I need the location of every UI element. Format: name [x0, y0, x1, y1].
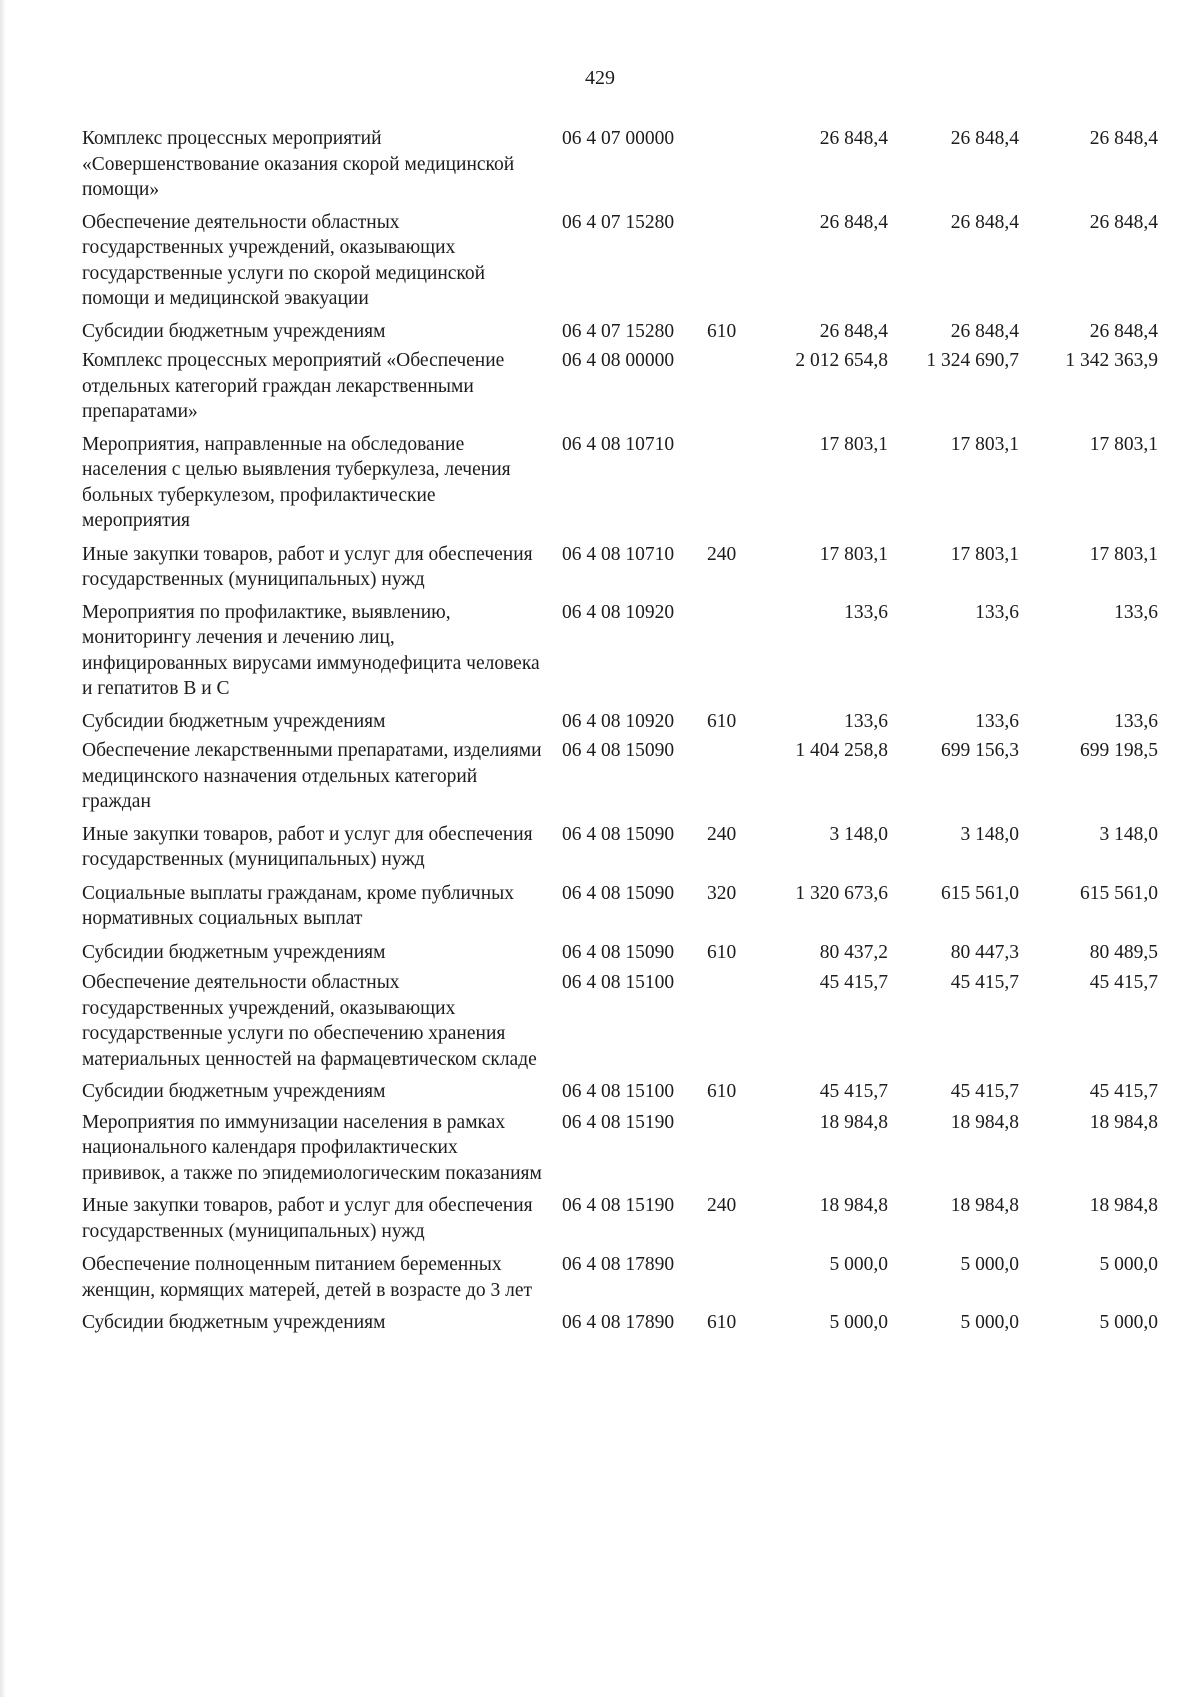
- table-row: [0, 738, 1200, 822]
- row-name: Мероприятия по профилактике, выявлению, мониторингу лечения и лечению лиц, инфицированных вирусами иммунодефицита человека и гепатитов В и С: [82, 601, 540, 699]
- row-amount-year-2: 45 415,7: [950, 972, 1019, 993]
- row-name: Обеспечение деятельности областных государственных учреждений, оказывающих государственные услуги по скорой медицинской помощи и медицинской эвакуации: [82, 211, 486, 309]
- row-amount-year-2: 45 415,7: [950, 1081, 1019, 1102]
- table-row: [0, 1310, 1200, 1342]
- row-amount-year-3: 3 148,0: [1099, 823, 1158, 845]
- row-target-code: 06 4 07 15280: [562, 320, 675, 342]
- table-row: [0, 319, 1200, 349]
- row-amount-year-3: 5 000,0: [1099, 1254, 1158, 1275]
- row-name: Субсидии бюджетным учреждениям: [82, 1081, 386, 1102]
- row-target-code: 06 4 08 10710: [562, 433, 675, 455]
- row-amount-year-3: 5 000,0: [1099, 1312, 1158, 1333]
- row-amount-year-3: 699 198,5: [1080, 740, 1158, 761]
- row-amount-year-2: 80 447,3: [950, 941, 1019, 963]
- table-row: [0, 210, 1200, 319]
- row-name: Комплекс процессных мероприятий «Обеспечение отдельных категорий граждан лекарственными препаратами»: [82, 350, 505, 422]
- row-amount-year-1: 26 848,4: [819, 320, 888, 342]
- row-amount-year-2: 1 324 690,7: [926, 350, 1019, 371]
- row-target-code: 06 4 08 17890: [562, 1254, 675, 1275]
- row-amount-year-3: 18 984,8: [1089, 1111, 1158, 1133]
- row-name: Иные закупки товаров, работ и услуг для обеспечения государственных (муниципальных) нужд: [82, 543, 533, 590]
- table-row: [0, 1252, 1200, 1310]
- row-name: Иные закупки товаров, работ и услуг для обеспечения государственных (муниципальных) нужд: [82, 823, 533, 870]
- row-amount-year-3: 1 342 363,9: [1065, 350, 1158, 371]
- row-amount-year-1: 45 415,7: [819, 972, 888, 993]
- row-amount-year-3: 17 803,1: [1089, 543, 1158, 565]
- row-amount-year-2: 18 984,8: [950, 1111, 1019, 1133]
- row-name: Обеспечение лекарственными препаратами, изделиями медицинского назначения отдельных категорий граждан: [82, 740, 542, 812]
- row-target-code: 06 4 08 10920: [562, 601, 675, 623]
- row-amount-year-3: 80 489,5: [1089, 941, 1158, 963]
- row-name: Комплекс процессных мероприятий «Совершенствование оказания скорой медицинской помощи»: [82, 128, 515, 200]
- row-name: Мероприятия по иммунизации населения в рамках национального календаря профилактических прививок, а также по эпидемиологическим показаниям: [82, 1111, 542, 1184]
- table-row: [0, 1079, 1200, 1110]
- row-expense-type: 320: [707, 882, 737, 904]
- row-amount-year-1: 2 012 654,8: [795, 350, 888, 371]
- row-expense-type: 240: [707, 1195, 737, 1216]
- row-amount-year-1: 5 000,0: [829, 1254, 888, 1275]
- row-amount-year-2: 18 984,8: [950, 1195, 1019, 1216]
- row-amount-year-2: 26 848,4: [950, 320, 1019, 342]
- row-amount-year-3: 26 848,4: [1089, 128, 1158, 149]
- row-name: Субсидии бюджетным учреждениям: [82, 710, 386, 732]
- row-amount-year-2: 5 000,0: [960, 1312, 1019, 1333]
- row-amount-year-3: 133,6: [1114, 601, 1158, 623]
- row-name: Обеспечение деятельности областных государственных учреждений, оказывающих государственные услуги по обеспечению хранения материальных ценностей на фармацевтическом складе: [82, 972, 537, 1070]
- row-amount-year-1: 80 437,2: [819, 941, 888, 963]
- row-amount-year-2: 133,6: [975, 710, 1019, 732]
- table-row: [0, 542, 1200, 600]
- row-target-code: 06 4 08 15090: [562, 882, 675, 904]
- budget-table: [0, 126, 1200, 1342]
- row-amount-year-1: 18 984,8: [819, 1195, 888, 1216]
- row-target-code: 06 4 08 15190: [562, 1195, 675, 1216]
- table-row: [0, 822, 1200, 881]
- row-amount-year-3: 45 415,7: [1089, 972, 1158, 993]
- row-amount-year-1: 26 848,4: [819, 128, 888, 149]
- table-row: [0, 432, 1200, 542]
- row-amount-year-2: 26 848,4: [950, 211, 1019, 233]
- table-row: [0, 881, 1200, 940]
- row-target-code: 06 4 08 10710: [562, 543, 675, 565]
- row-target-code: 06 4 08 17890: [562, 1312, 675, 1333]
- row-amount-year-3: 26 848,4: [1089, 320, 1158, 342]
- row-name: Обеспечение полноценным питанием беременных женщин, кормящих матерей, детей в возрасте до 3 лет: [82, 1254, 533, 1301]
- row-expense-type: 610: [707, 320, 737, 342]
- row-name: Иные закупки товаров, работ и услуг для обеспечения государственных (муниципальных) нужд: [82, 1195, 533, 1242]
- table-row: [0, 1193, 1200, 1252]
- row-target-code: 06 4 08 15100: [562, 972, 675, 993]
- row-amount-year-1: 1 320 673,6: [795, 882, 888, 904]
- row-amount-year-1: 5 000,0: [829, 1312, 888, 1333]
- row-target-code: 06 4 08 15090: [562, 740, 675, 761]
- table-row: [0, 600, 1200, 709]
- row-amount-year-3: 45 415,7: [1089, 1081, 1158, 1102]
- table-row: [0, 348, 1200, 432]
- row-amount-year-3: 26 848,4: [1089, 211, 1158, 233]
- row-expense-type: 240: [707, 823, 737, 845]
- row-amount-year-2: 26 848,4: [950, 128, 1019, 149]
- row-amount-year-2: 17 803,1: [950, 433, 1019, 455]
- row-amount-year-3: 133,6: [1114, 710, 1158, 732]
- row-expense-type: 610: [707, 941, 737, 963]
- row-amount-year-1: 18 984,8: [819, 1111, 888, 1133]
- row-target-code: 06 4 07 00000: [562, 128, 675, 149]
- row-amount-year-1: 133,6: [844, 601, 888, 623]
- row-amount-year-3: 18 984,8: [1089, 1195, 1158, 1216]
- table-row: [0, 709, 1200, 739]
- table-row: [0, 970, 1200, 1079]
- row-target-code: 06 4 07 15280: [562, 211, 675, 233]
- row-expense-type: 610: [707, 710, 737, 732]
- row-amount-year-1: 17 803,1: [819, 543, 888, 565]
- row-target-code: 06 4 08 15090: [562, 941, 675, 963]
- row-expense-type: 610: [707, 1081, 737, 1102]
- row-amount-year-1: 1 404 258,8: [795, 740, 888, 761]
- row-amount-year-2: 17 803,1: [950, 543, 1019, 565]
- row-amount-year-1: 26 848,4: [819, 211, 888, 233]
- row-name: Субсидии бюджетным учреждениям: [82, 941, 386, 963]
- row-amount-year-1: 133,6: [844, 710, 888, 732]
- row-target-code: 06 4 08 15190: [562, 1111, 675, 1133]
- row-amount-year-3: 17 803,1: [1089, 433, 1158, 455]
- row-target-code: 06 4 08 00000: [562, 350, 675, 371]
- table-row: [0, 1110, 1200, 1194]
- row-target-code: 06 4 08 15090: [562, 823, 675, 845]
- row-name: Субсидии бюджетным учреждениям: [82, 1312, 386, 1333]
- row-amount-year-2: 615 561,0: [941, 882, 1019, 904]
- row-amount-year-2: 5 000,0: [960, 1254, 1019, 1275]
- table-row: [0, 126, 1200, 210]
- row-amount-year-1: 17 803,1: [819, 433, 888, 455]
- row-amount-year-2: 133,6: [975, 601, 1019, 623]
- row-name: Социальные выплаты гражданам, кроме публичных нормативных социальных выплат: [82, 882, 514, 929]
- row-amount-year-2: 3 148,0: [960, 823, 1019, 845]
- row-expense-type: 240: [707, 543, 737, 565]
- row-name: Мероприятия, направленные на обследование населения с целью выявления туберкулеза, лечения больных туберкулезом, профилактические мероприятия: [82, 433, 511, 531]
- table-row: [0, 940, 1200, 971]
- row-amount-year-1: 3 148,0: [829, 823, 888, 845]
- row-target-code: 06 4 08 15100: [562, 1081, 675, 1102]
- row-amount-year-3: 615 561,0: [1080, 882, 1158, 904]
- row-target-code: 06 4 08 10920: [562, 710, 675, 732]
- page-number: 429: [585, 67, 615, 89]
- row-name: Субсидии бюджетным учреждениям: [82, 320, 386, 342]
- row-amount-year-2: 699 156,3: [941, 740, 1019, 761]
- row-amount-year-1: 45 415,7: [819, 1081, 888, 1102]
- row-expense-type: 610: [707, 1312, 737, 1333]
